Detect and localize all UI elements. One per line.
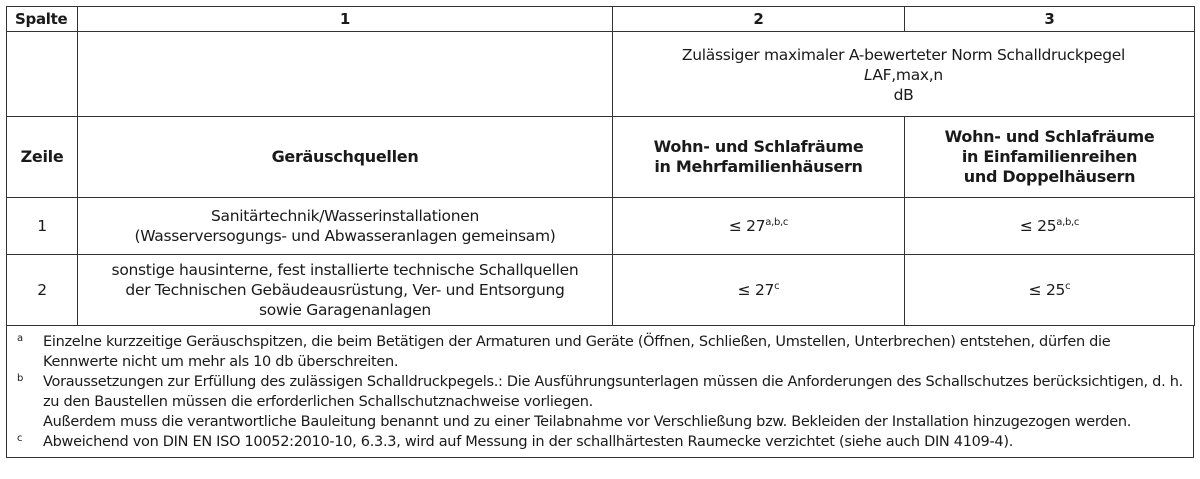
- table-row: [7, 198, 1195, 255]
- spalte-label: Spalte: [7, 7, 78, 32]
- value: ≤ 27: [737, 281, 775, 299]
- value-cell: [905, 198, 1195, 255]
- column-number-row: [7, 7, 1195, 32]
- level-description-cell: [613, 32, 1195, 117]
- value-cell: [905, 255, 1195, 326]
- footnote-mark: a: [17, 333, 23, 344]
- footnote-text: Einzelne kurzzeitige Geräuschspitzen, die beim Betätigen der Armaturen und Geräte (Öffnen, Schließen, Umstellen, Unterbrechen) entstehen, dürfen die Kennwerte nicht um mehr als 10 db überschreiten.: [43, 334, 1111, 370]
- footnote-b: [7, 372, 1193, 412]
- column-number-2: 2: [613, 7, 905, 32]
- level-description-text: Zulässiger maximaler A-bewerteter Norm Schalldruckpegel: [681, 46, 1126, 64]
- footnote-text: Voraussetzungen zur Erfüllung des zulässigen Schalldruckpegels.: Die Ausführungsunterlagen müssen die Anforderungen des Schallschutzes berücksichtigen, d. h. zu den Baustellen müssen die erforderlichen Schallschutznachweise vorliegen.: [43, 374, 1183, 410]
- level-symbol-letter: L: [864, 66, 873, 84]
- source-cell: [78, 198, 613, 255]
- column-number-3: 3: [905, 7, 1195, 32]
- column-header-row: [7, 117, 1195, 198]
- empty-cell: [78, 32, 613, 117]
- footnote-mark: c: [17, 433, 23, 444]
- level-symbol-subscript: AF,max,n: [872, 66, 943, 84]
- row-number: 2: [7, 255, 78, 326]
- header-line: und Doppelhäusern: [963, 167, 1136, 186]
- source-line: (Wasserversogungs- und Abwasseranlagen gemeinsam): [134, 227, 556, 245]
- zeile-header: Zeile: [7, 117, 78, 198]
- row-number: 1: [7, 198, 78, 255]
- value: ≤ 25: [1028, 281, 1066, 299]
- header-line: in Mehrfamilienhäusern: [654, 157, 863, 176]
- column-number-1: 1: [78, 7, 613, 32]
- table-row: [7, 255, 1195, 326]
- footnotes: [6, 326, 1194, 458]
- level-unit: dB: [893, 86, 914, 104]
- source-header: Geräuschquellen: [78, 117, 613, 198]
- footnote-mark: b: [17, 373, 24, 384]
- header-line: Wohn- und Schlafräume: [653, 137, 864, 156]
- source-cell: [78, 255, 613, 326]
- footnote-b-continued: [7, 412, 1193, 432]
- sound-pressure-table: [6, 6, 1195, 326]
- multi-family-header: [613, 117, 905, 198]
- single-family-header: [905, 117, 1195, 198]
- value-cell: [613, 198, 905, 255]
- footnote-ref: a,b,c: [765, 217, 789, 228]
- footnote-text: Abweichend von DIN EN ISO 10052:2010-10, 6.3.3, wird auf Messung in der schallhärtesten Raumecke verzichtet (siehe auch DIN 4109-4).: [43, 434, 1014, 450]
- header-line: in Einfamilienreihen: [961, 147, 1138, 166]
- source-line: sowie Garagenanlagen: [259, 301, 431, 319]
- value: ≤ 25: [1019, 217, 1057, 235]
- footnote-c: [7, 432, 1193, 452]
- value-cell: [613, 255, 905, 326]
- source-line: der Technischen Gebäudeausrüstung, Ver- und Entsorgung: [125, 281, 565, 299]
- empty-cell: [7, 32, 78, 117]
- footnote-ref: c: [774, 281, 780, 292]
- requirements-table-container: [6, 6, 1194, 458]
- value: ≤ 27: [728, 217, 766, 235]
- source-line: sonstige hausinterne, fest installierte technische Schallquellen: [111, 261, 579, 279]
- footnote-ref: a,b,c: [1056, 217, 1080, 228]
- level-symbol: [619, 65, 1188, 85]
- footnote-text: Außerdem muss die verantwortliche Bauleitung benannt und zu einer Teilabnahme vor Verschließung bzw. Bekleiden der Installation hinzugezogen werden.: [43, 414, 1132, 430]
- header-line: Wohn- und Schlafräume: [944, 127, 1155, 146]
- footnote-ref: c: [1065, 281, 1071, 292]
- footnote-a: [7, 332, 1193, 372]
- source-line: Sanitärtechnik/Wasserinstallationen: [210, 207, 480, 225]
- description-row: [7, 32, 1195, 117]
